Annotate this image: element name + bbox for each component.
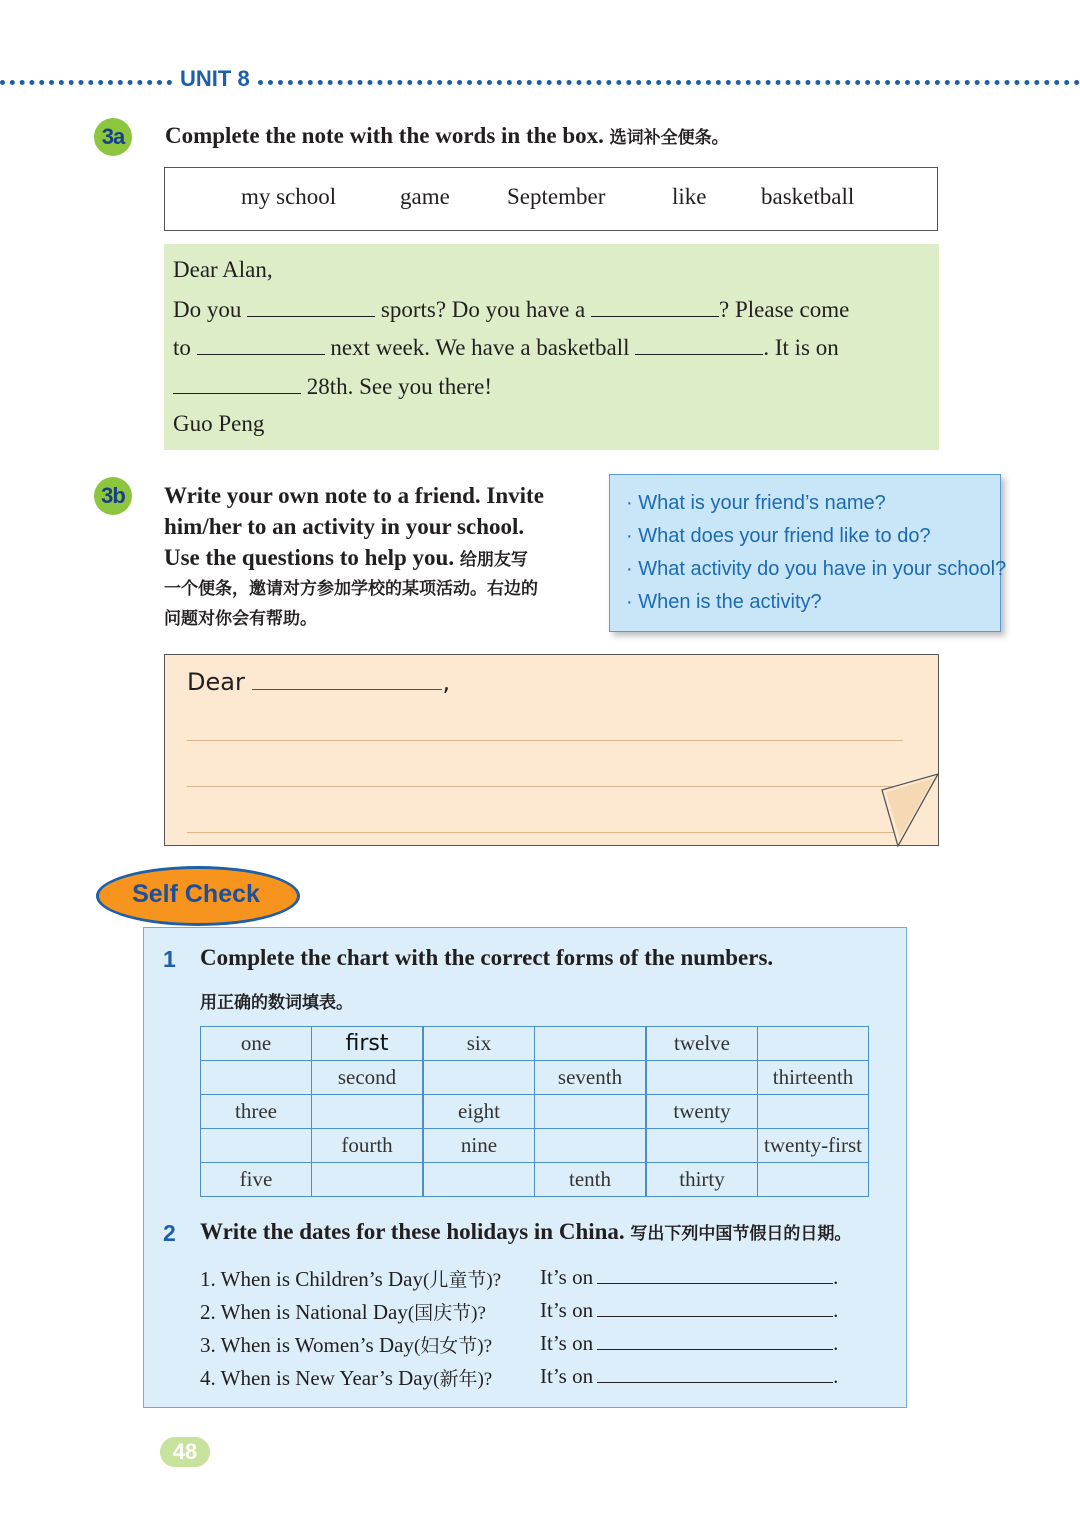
section-3b-instruction: [164, 480, 604, 575]
answer-end: .: [833, 1298, 839, 1322]
note-greeting: Dear Alan,: [173, 257, 273, 282]
table-cell: thirteenth: [758, 1061, 869, 1095]
friend-name-blank[interactable]: [252, 669, 442, 690]
question-text: 2. When is National Day: [200, 1300, 408, 1324]
holiday-question: [200, 1298, 486, 1325]
table-cell[interactable]: [201, 1061, 312, 1095]
answer-text: It’s on: [540, 1331, 594, 1355]
question-text: 3. When is Women’s Day: [200, 1333, 414, 1357]
section-3b-instruction-cn: [164, 574, 538, 634]
numbers-chart: [200, 1026, 869, 1197]
instruction-text: Write the dates for these holidays in China.: [200, 1219, 625, 1244]
answer-blank[interactable]: [597, 1364, 833, 1383]
page-number: 48: [160, 1437, 210, 1467]
table-cell: fourth: [312, 1129, 424, 1163]
holiday-answer: [540, 1331, 838, 1356]
task-1-instruction: Complete the chart with the correct forms of the numbers.: [200, 945, 774, 970]
table-cell: first: [312, 1027, 424, 1061]
word-item: basketball: [761, 184, 855, 209]
page-curl-icon: [880, 772, 942, 850]
instruction-cn: 一个便条，邀请对方参加学校的某项活动。右边的: [164, 579, 538, 598]
writing-greeting: [187, 668, 450, 696]
word-item: September: [507, 184, 606, 209]
table-row: [201, 1129, 869, 1163]
question-text: What activity do you have in your school?: [638, 558, 1007, 580]
table-cell[interactable]: [423, 1061, 535, 1095]
question-item: · What activity do you have in your school?: [626, 558, 1007, 580]
table-cell: second: [312, 1061, 424, 1095]
table-cell[interactable]: [535, 1095, 647, 1129]
table-cell[interactable]: [535, 1027, 647, 1061]
table-cell: one: [201, 1027, 312, 1061]
holiday-question: [200, 1331, 492, 1358]
answer-text: It’s on: [540, 1298, 594, 1322]
question-text: What does your friend like to do?: [638, 525, 931, 547]
self-check-title: Self Check: [132, 880, 260, 908]
table-cell: three: [201, 1095, 312, 1129]
task-2-instruction: [200, 1219, 851, 1245]
table-cell[interactable]: [201, 1129, 312, 1163]
note-line-3: [173, 334, 839, 361]
table-row: [201, 1061, 869, 1095]
fill-blank[interactable]: [173, 373, 301, 394]
fill-blank[interactable]: [591, 296, 719, 317]
instruction-line: Write your own note to a friend. Invite: [164, 483, 544, 508]
dear-text: Dear: [187, 668, 245, 696]
instruction-cn: 选词补全便条。: [609, 128, 729, 147]
note-signature: Guo Peng: [173, 411, 265, 436]
note-text: to: [173, 335, 191, 360]
instruction-cn: 写出下列中国节假日的日期。: [630, 1224, 852, 1243]
note-text: ? Please come: [719, 297, 850, 322]
table-cell[interactable]: [312, 1095, 424, 1129]
note-line-2: [173, 296, 849, 323]
task-1-number: 1: [163, 946, 176, 972]
instruction-line: Use the questions to help you.: [164, 545, 455, 570]
table-cell: six: [423, 1027, 535, 1061]
holiday-answer: [540, 1298, 838, 1323]
question-text: 4. When is New Year’s Day: [200, 1366, 434, 1390]
holiday-question: [200, 1265, 501, 1292]
holiday-answer: [540, 1364, 838, 1389]
table-cell: twenty: [646, 1095, 758, 1129]
table-row: [201, 1027, 869, 1061]
section-3a-badge: 3a: [94, 118, 132, 156]
table-cell: twenty-first: [758, 1129, 869, 1163]
question-cn: (儿童节)?: [423, 1270, 502, 1291]
word-item: like: [672, 184, 707, 209]
fill-blank[interactable]: [635, 334, 763, 355]
table-row: [201, 1095, 869, 1129]
comma: ,: [442, 668, 451, 696]
question-item: · What is your friend’s name?: [626, 492, 886, 514]
table-cell: twelve: [646, 1027, 758, 1061]
table-cell: five: [201, 1163, 312, 1197]
table-cell[interactable]: [758, 1095, 869, 1129]
answer-blank[interactable]: [597, 1331, 833, 1350]
question-text: When is the activity?: [638, 591, 822, 613]
holiday-question: [200, 1364, 492, 1391]
note-text: next week. We have a basketball: [330, 335, 630, 360]
section-3a-instruction: [165, 123, 729, 149]
word-item: game: [400, 184, 450, 209]
answer-text: It’s on: [540, 1265, 594, 1289]
header-dots-left: [0, 80, 172, 85]
word-item: my school: [241, 184, 337, 209]
table-cell[interactable]: [312, 1163, 424, 1197]
table-cell[interactable]: [646, 1129, 758, 1163]
table-cell[interactable]: [535, 1129, 647, 1163]
question-text: 1. When is Children’s Day: [200, 1267, 424, 1291]
answer-end: .: [833, 1265, 839, 1289]
header-dots-right: [258, 80, 1080, 85]
section-3b-badge: 3b: [94, 477, 132, 515]
table-cell: seventh: [535, 1061, 647, 1095]
question-cn: (国庆节)?: [407, 1303, 486, 1324]
table-cell: thirty: [646, 1163, 758, 1197]
unit-title: UNIT 8: [180, 66, 250, 91]
writing-line: [187, 740, 903, 741]
question-item: · When is the activity?: [626, 591, 822, 613]
note-text: 28th. See you there!: [306, 374, 492, 399]
answer-end: .: [833, 1331, 839, 1355]
table-cell: eight: [423, 1095, 535, 1129]
instruction-cn: 问题对你会有帮助。: [164, 609, 317, 628]
note-line-4: [173, 373, 492, 400]
answer-blank[interactable]: [597, 1265, 833, 1284]
table-cell[interactable]: [758, 1163, 869, 1197]
task-2-number: 2: [163, 1220, 176, 1246]
task-1-instruction-cn: 用正确的数词填表。: [200, 993, 353, 1012]
instruction-cn: 给朋友写: [459, 550, 528, 569]
answer-text: It’s on: [540, 1364, 594, 1388]
answer-end: .: [833, 1364, 839, 1388]
fill-blank[interactable]: [247, 296, 375, 317]
question-cn: (新年)?: [433, 1369, 493, 1390]
note-text: sports? Do you have a: [380, 297, 586, 322]
instruction-line: him/her to an activity in your school.: [164, 514, 525, 539]
table-row: [201, 1163, 869, 1197]
question-cn: (妇女节)?: [413, 1336, 493, 1357]
instruction-text: Complete the note with the words in the box.: [165, 123, 604, 148]
table-cell: nine: [423, 1129, 535, 1163]
writing-line: [187, 832, 903, 833]
note-text: Do you: [173, 297, 242, 322]
note-text: . It is on: [763, 335, 839, 360]
table-cell[interactable]: [423, 1163, 535, 1197]
fill-blank[interactable]: [197, 334, 325, 355]
table-cell[interactable]: [646, 1061, 758, 1095]
holiday-answer: [540, 1265, 838, 1290]
question-text: What is your friend’s name?: [638, 492, 886, 514]
table-cell[interactable]: [758, 1027, 869, 1061]
question-item: · What does your friend like to do?: [626, 525, 931, 547]
table-cell: tenth: [535, 1163, 647, 1197]
answer-blank[interactable]: [597, 1298, 833, 1317]
writing-line: [187, 786, 903, 787]
